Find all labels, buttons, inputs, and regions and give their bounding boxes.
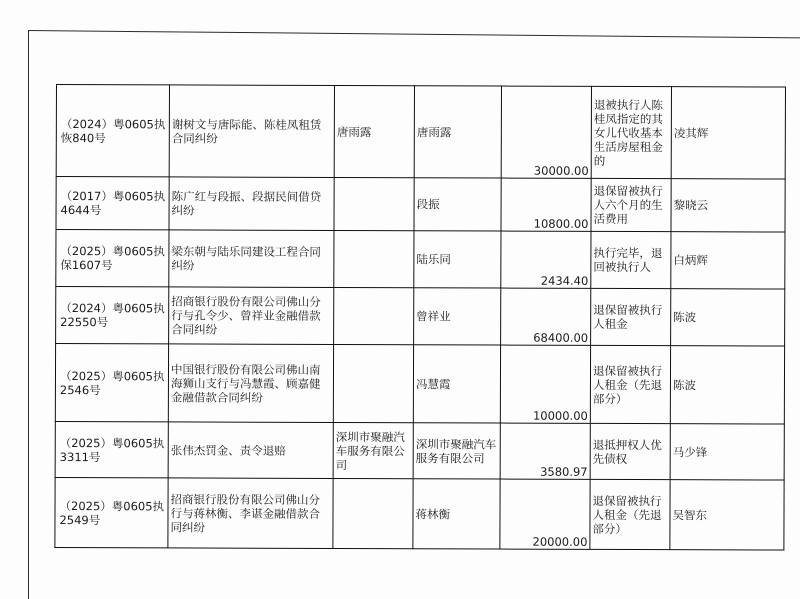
payee-cell: 蒋林衡 xyxy=(413,479,500,549)
amount-cell: 20000.00 xyxy=(500,479,590,549)
refund-table xyxy=(54,84,786,551)
amount-cell: 68400.00 xyxy=(501,288,591,345)
case-cause-cell: 招商银行股份有限公司佛山分行与孔令少、曾祥业金融借款合同纠纷 xyxy=(169,287,334,345)
case-number-cell: （2024）粤0605执恢840号 xyxy=(56,85,169,177)
refund-reason-cell: 退保留被执行人租金 xyxy=(591,288,671,345)
handler-cell: 黎晓云 xyxy=(671,179,785,232)
handler-cell: 陈波 xyxy=(670,346,784,424)
refund-reason-cell: 退保留被执行人六个月的生活费用 xyxy=(591,178,671,231)
handler-cell: 马少锋 xyxy=(670,424,784,480)
refund-reason-cell: 退保留被执行人租金（先退部分） xyxy=(590,345,670,423)
handler-cell: 吴智东 xyxy=(670,480,784,550)
applicant-cell xyxy=(333,478,413,548)
applicant-cell: 唐雨露 xyxy=(334,85,414,177)
handler-cell: 白炳辉 xyxy=(671,232,785,289)
refund-table-wrapper xyxy=(54,84,785,550)
refund-reason-cell: 退被执行人陈桂凤指定的其女儿代收基本生活房屋租金的 xyxy=(591,86,671,178)
case-cause-cell: 梁东朝与陆乐同建设工程合同纠纷 xyxy=(169,230,334,288)
handler-cell: 凌其辉 xyxy=(671,87,785,179)
scan-border-top xyxy=(28,30,800,38)
case-number-cell: （2025）粤0605执2549号 xyxy=(55,477,168,547)
refund-reason-cell: 退抵押权人优先债权 xyxy=(590,423,670,479)
case-number-cell: （2025）粤0605执保1607号 xyxy=(56,230,169,287)
payee-cell: 唐雨露 xyxy=(414,86,501,178)
amount-cell: 10800.00 xyxy=(501,178,591,231)
payee-cell: 冯慧霞 xyxy=(413,345,500,423)
payee-cell: 深圳市聚融汽车服务有限公司 xyxy=(413,423,500,479)
amount-cell: 30000.00 xyxy=(501,86,591,178)
payee-cell: 陆乐同 xyxy=(414,231,501,288)
table-row xyxy=(56,85,785,180)
case-cause-cell: 张伟杰罚金、责令退赔 xyxy=(168,422,333,479)
table-row xyxy=(56,230,785,290)
payee-cell: 段振 xyxy=(414,178,501,231)
case-cause-cell: 中国银行股份有限公司佛山南海狮山支行与冯慧霞、顾嘉健金融借款合同纠纷 xyxy=(168,344,333,423)
case-number-cell: （2017）粤0605执4644号 xyxy=(56,177,169,230)
table-row xyxy=(55,421,784,480)
applicant-cell xyxy=(334,287,414,344)
applicant-cell xyxy=(334,177,414,230)
case-cause-cell: 谢树文与唐际能、陈桂凤租赁合同纠纷 xyxy=(169,85,334,178)
refund-reason-cell: 执行完毕，退回被执行人 xyxy=(591,231,671,288)
case-cause-cell: 陈广红与段振、段据民间借贷纠纷 xyxy=(169,177,334,231)
table-row xyxy=(55,344,784,425)
case-number-cell: （2024）粤0605执22550号 xyxy=(56,287,169,344)
handler-cell: 陈波 xyxy=(671,289,785,346)
payee-cell: 曾祥业 xyxy=(414,288,501,345)
table-row xyxy=(55,477,784,550)
scan-border-left xyxy=(28,31,29,599)
amount-cell: 10000.00 xyxy=(500,345,590,423)
applicant-cell xyxy=(333,344,413,422)
case-cause-cell: 招商银行股份有限公司佛山分行与蒋林衡、李谌金融借款合同纠纷 xyxy=(168,478,333,549)
case-number-cell: （2025）粤0605执3311号 xyxy=(55,421,168,477)
case-number-cell: （2025）粤0605执2546号 xyxy=(55,344,168,422)
table-row xyxy=(56,177,785,233)
amount-cell: 2434.40 xyxy=(501,231,591,288)
table-row xyxy=(56,287,785,347)
applicant-cell: 深圳市聚融汽车服务有限公司 xyxy=(333,422,413,478)
refund-reason-cell: 退保留被执行人租金（先退部分） xyxy=(590,479,670,549)
amount-cell: 3580.97 xyxy=(500,423,590,479)
applicant-cell xyxy=(334,230,414,287)
